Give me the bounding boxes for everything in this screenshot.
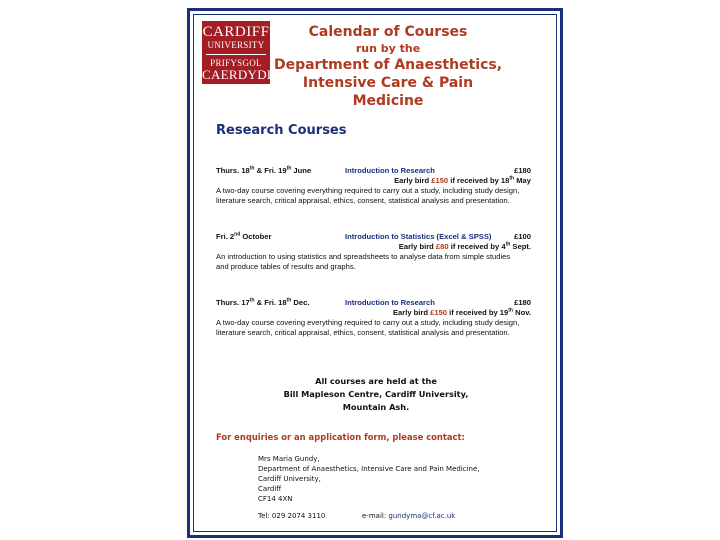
section-title: Research Courses	[216, 123, 347, 138]
early-bird-offer: Early bird £150 if received by 18th May	[394, 175, 531, 185]
venue-notice	[270, 375, 482, 414]
logo-line-3: PRIFYSGOL	[210, 58, 262, 68]
course-entry	[216, 166, 536, 206]
venue-line-2: Bill Mapleson Centre, Cardiff University,	[283, 389, 469, 399]
course-price: £100	[514, 232, 531, 241]
course-price: £180	[514, 298, 531, 307]
early-bird-offer: Early bird £80 if received by 4th Sept.	[398, 241, 531, 251]
address-line-2: Department of Anaesthetics, Intensive Care and Pain Medicine,	[258, 465, 480, 473]
course-date: Fri. 2nd October	[216, 231, 272, 241]
email-label: e-mail:	[362, 512, 389, 520]
venue-line-1: All courses are held at the	[315, 376, 437, 386]
address-line-4: Cardiff	[258, 485, 282, 493]
course-date: Thurs. 17th & Fri. 18th Dec.	[216, 297, 310, 307]
address-line-5: CF14 4XN	[258, 495, 293, 503]
course-name: Introduction to Research	[345, 298, 435, 307]
department-line-1: Department of Anaesthetics,	[273, 57, 503, 73]
course-name: Introduction to Research	[345, 166, 435, 175]
course-name: Introduction to Statistics (Excel & SPSS)	[345, 232, 492, 241]
venue-line-3: Mountain Ash.	[342, 402, 410, 412]
logo-line-1: CARDIFF	[202, 24, 270, 40]
document-subtitle: run by the	[355, 42, 421, 55]
course-description: A two-day course covering everything required to carry out a study, including study design, literature search, critical appraisal, ethics, consent, statistical analysis and presentation.	[216, 186, 520, 205]
course-entry	[216, 232, 536, 272]
department-line-2: Intensive Care & Pain Medicine	[302, 75, 474, 109]
document-header	[270, 24, 506, 110]
logo-line-4: CAERDYDD	[202, 67, 277, 82]
course-description: A two-day course covering everything required to carry out a study, including study design, literature search, critical appraisal, ethics, consent, statistical analysis and presentation.	[216, 318, 520, 337]
course-entry	[216, 298, 536, 338]
contact-details	[258, 511, 456, 521]
telephone: Tel: 029 2074 3110	[258, 512, 326, 520]
course-price: £180	[514, 166, 531, 175]
cardiff-university-logo	[202, 21, 277, 84]
course-description: An introduction to using statistics and spreadsheets to analyse data from simple studies and produce tables of results and graphs.	[216, 252, 511, 271]
document-title: Calendar of Courses	[308, 24, 468, 40]
address-line-3: Cardiff University,	[258, 475, 321, 483]
enquiries-heading: For enquiries or an application form, please contact:	[216, 432, 465, 442]
contact-address	[258, 454, 480, 504]
course-date: Thurs. 18th & Fri. 19th June	[216, 165, 312, 175]
email	[362, 511, 455, 521]
email-address-link[interactable]: gundyma@cf.ac.uk	[388, 512, 456, 520]
logo-divider	[206, 54, 266, 55]
address-line-1: Mrs Maria Gundy,	[258, 455, 320, 463]
logo-line-2: UNIVERSITY	[207, 40, 265, 50]
early-bird-offer: Early bird £150 if received by 19th Nov.	[392, 307, 531, 317]
